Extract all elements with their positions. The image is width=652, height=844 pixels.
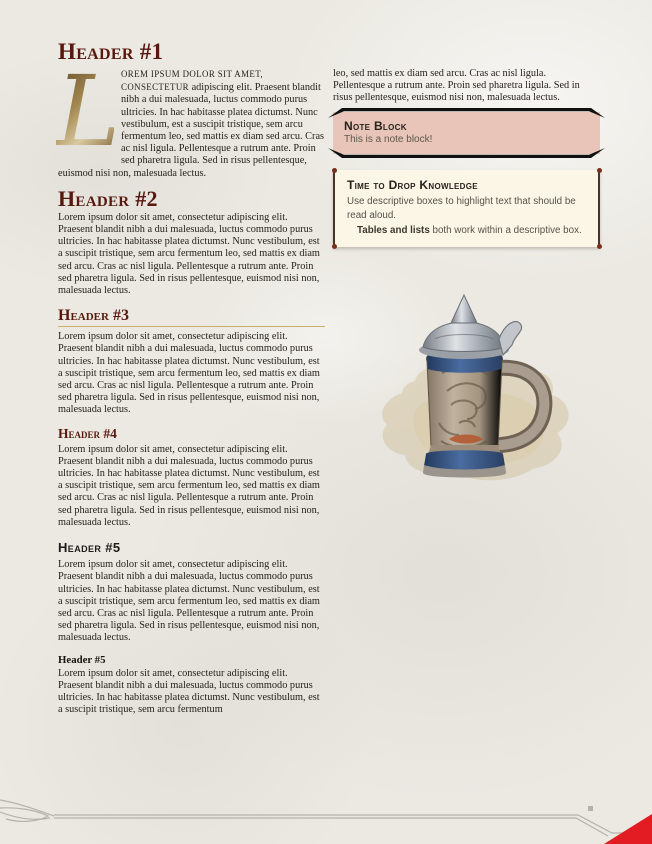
beer-stein-illustration xyxy=(347,273,587,493)
descriptive-box-line2 xyxy=(347,224,586,239)
intro-paragraph xyxy=(56,55,325,180)
note-block-title: Note Block xyxy=(344,118,407,133)
descriptive-box-line2-rest: both work within a descriptive box. xyxy=(429,224,582,236)
corner-dot-icon xyxy=(597,244,602,249)
note-block-top-rule xyxy=(328,108,605,118)
section-6-paragraph: Lorem ipsum dolor sit amet, consectetur adipiscing elit. Praesent blandit nibh a dui malesuada, luctus commodo purus ultricies. In hac habitasse platea dictumst. Nunc vestibulum, est a suscipit tristique, sem arcu fermentum xyxy=(58,667,320,716)
header-3: Header #3 xyxy=(58,307,325,327)
descriptive-box-line1: Use descriptive boxes to highlight text that should be read aloud. xyxy=(347,195,576,222)
lid-finial xyxy=(451,295,477,323)
left-column xyxy=(58,40,325,716)
pewter-lid xyxy=(423,322,505,352)
corner-dot-icon xyxy=(332,244,337,249)
descriptive-box xyxy=(333,170,600,248)
stein-illustration-container xyxy=(347,273,587,498)
continuation-paragraph: leo, sed mattis ex diam sed arcu. Cras ac nisl ligula. Pellentesque a rutrum ante. Proin sed pharetra ligula. Sed in risus pellentesque, euismod nisi non, malesuada lectus. xyxy=(333,68,580,104)
descriptive-box-line2-bold: Tables and lists xyxy=(357,224,430,236)
intro-text: adipiscing elit. Praesent blandit nibh a dui malesuada, luctus commodo purus ultricies. In hac habitasse platea dictumst. Nunc vestibulum, est a suscipit tristique, sem arcu fermentum leo, sed mattis ex diam sed arcu. Cras ac nisl ligula. Pellentesque a rutrum ante. Proin sed pharetra ligula. Sed in risus pellentesque, euismod nisi non, malesuada lectus. xyxy=(58,82,325,179)
corner-dot-icon xyxy=(332,168,337,173)
footer-flourish xyxy=(0,798,652,844)
section-2-paragraph: Lorem ipsum dolor sit amet, consectetur adipiscing elit. Praesent blandit nibh a dui malesuada, luctus commodo purus ultricies. In hac habitasse platea dictumst. Nunc vestibulum, est a suscipit tristique, sem arcu fermentum leo, sed mattis ex diam sed arcu. Cras ac nisl ligula. Pellentesque a rutrum ante. Proin sed pharetra ligula. Sed in risus pellentesque, euismod nisi non, malesuada lectus. xyxy=(58,211,320,297)
section-3-paragraph: Lorem ipsum dolor sit amet, consectetur adipiscing elit. Praesent blandit nibh a dui malesuada, luctus commodo purus ultricies. In hac habitasse platea dictumst. Nunc vestibulum, est a suscipit tristique, sem arcu fermentum leo, sed mattis ex diam sed arcu. Cras ac nisl ligula. Pellentesque a rutrum ante. Proin sed pharetra ligula. Sed in risus pellentesque, euismod nisi non, malesuada lectus. xyxy=(58,331,320,416)
drop-cap-letter: L xyxy=(56,55,121,168)
note-block-bottom-rule xyxy=(328,148,605,158)
two-column-layout xyxy=(58,40,600,716)
section-4-paragraph: Lorem ipsum dolor sit amet, consectetur adipiscing elit. Praesent blandit nibh a dui malesuada, luctus commodo purus ultricies. In hac habitasse platea dictumst. Nunc vestibulum, est a suscipit tristique, sem arcu fermentum leo, sed mattis ex diam sed arcu. Cras ac nisl ligula. Pellentesque a rutrum ante. Proin sed pharetra ligula. Sed in risus pellentesque, euismod nisi non, malesuada lectus. xyxy=(58,443,320,528)
header-5-bold: Header #5 xyxy=(58,653,106,666)
header-1: Header #1 xyxy=(58,39,164,64)
red-corner-triangle xyxy=(604,814,652,844)
descriptive-box-title: Time to Drop Knowledge xyxy=(347,177,478,192)
note-block-body: This is a note block! xyxy=(344,133,433,145)
header-2: Header #2 xyxy=(58,185,158,211)
corner-dot-icon xyxy=(597,168,602,173)
lead-small-caps: OREM IPSUM DOLOR SIT AMET, CONSECTETUR xyxy=(121,69,263,93)
section-5-paragraph: Lorem ipsum dolor sit amet, consectetur adipiscing elit. Praesent blandit nibh a dui malesuada, luctus commodo purus ultricies. In hac habitasse platea dictumst. Nunc vestibulum, est a suscipit tristique, sem arcu fermentum leo, sed mattis ex diam sed arcu. Cras ac nisl ligula. Pellentesque a rutrum ante. Proin sed pharetra ligula. Sed in risus pellentesque, euismod nisi non, malesuada lectus. xyxy=(58,559,320,644)
header-4: Header #4 xyxy=(58,425,117,441)
right-column xyxy=(333,40,600,716)
thumb-lever xyxy=(499,322,522,356)
note-block xyxy=(333,112,600,154)
header-5: Header #5 xyxy=(58,540,121,556)
